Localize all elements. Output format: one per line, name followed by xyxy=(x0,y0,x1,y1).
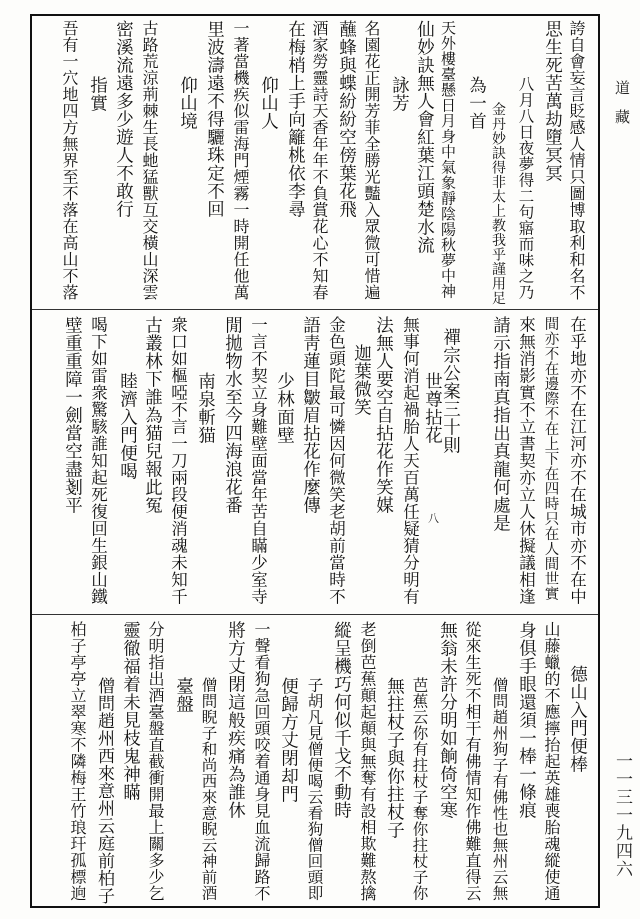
text-column: 請示指南真指出真龍何處是 xyxy=(490,316,511,532)
text-column: 分明指出酒臺盤直截衝開最上關多少乞 xyxy=(146,621,165,902)
text-column: 詠芳 xyxy=(389,76,410,112)
text-column: 僧問趙州西來意州云庭前柏子 xyxy=(94,677,114,905)
text-column: 睦濟入門便喝 xyxy=(117,372,138,480)
text-column: 老倒芭蕉顛起顛與無奪有設相欺難熬擒 xyxy=(358,621,377,902)
text-column: 在乎地亦不在江河亦不在城市亦不在中 xyxy=(567,316,587,605)
text-column: 一聲看狗急回頭咬着通身見血流歸路不 xyxy=(252,621,271,902)
text-column: 壁重重障一劍當空盡剗平 xyxy=(62,316,83,514)
text-column: 酒家勞靈詩天香年年不負賞花心不知春 xyxy=(310,20,329,301)
text-column: 無翁未許分明如餉倚空寒 xyxy=(437,621,458,819)
text-frame xyxy=(30,14,600,908)
text-column: 誇自會妄言貶感人情只圖博取利和名不 xyxy=(567,20,586,301)
text-column: 無事何消起禍胎人天百萬任疑猜分明有 xyxy=(400,316,420,605)
panel-divider xyxy=(32,309,598,310)
text-column: 金丹妙訣得非太上教我乎謹用足 xyxy=(490,102,506,305)
text-column: 古叢林下誰為猫兒報此冤 xyxy=(142,316,163,514)
small-annotation: 八 xyxy=(428,512,439,525)
text-column: 密溪流遠多少遊人不敢行 xyxy=(113,20,134,218)
text-column: 少林面壁 xyxy=(274,372,295,444)
panel-bottom xyxy=(32,617,598,907)
text-column: 禪宗公案三十則 xyxy=(440,328,461,454)
text-column: 名園花正開芳菲全勝光豔入眾微可惜遍 xyxy=(362,20,381,301)
text-column: 指實 xyxy=(87,76,108,112)
text-column: 便歸方丈閉却門 xyxy=(278,677,299,803)
text-column: 衆口如樞啞不言一刀兩段便消魂未知千 xyxy=(168,316,188,605)
text-column: 古路荒涼荊棘生長虵猛獸互交橫山深雲 xyxy=(140,20,159,301)
panel-top xyxy=(32,16,598,308)
text-column: 思生死苦萬劫墮冥冥 xyxy=(542,20,563,182)
margin-page-number: 一一三一九四六 xyxy=(612,752,632,878)
margin-title: 道藏 xyxy=(613,80,631,138)
text-column: 吾有一穴地四方無界至不落在高山不落 xyxy=(60,20,79,301)
text-column: 無拄杖子與你拄杖子 xyxy=(384,677,405,839)
text-column: 八月八日夜夢得二句寤而味之乃 xyxy=(516,76,535,300)
text-column: 仙妙訣無人會紅葉江頭楚水流 xyxy=(414,20,435,254)
text-column: 法無人要空自拈花作笑媒 xyxy=(373,316,394,514)
text-column: 仰山人 xyxy=(258,76,279,130)
text-column: 德山入門便棒 xyxy=(567,665,588,773)
text-column: 仰山境 xyxy=(177,76,198,130)
text-column: 金色頭陀最可憐因何微笑老胡前當時不 xyxy=(326,316,346,605)
text-column: 身俱手眼還須一棒一條痕 xyxy=(516,621,537,819)
text-column: 天外樓臺懸日月身中氣象靜陰陽秋夢中神 xyxy=(439,20,457,299)
text-column: 山藤蠟的不應擰抬起英雄喪胎魂縱使通 xyxy=(542,621,561,902)
text-column: 南泉斬猫 xyxy=(195,372,216,444)
text-column: 柏子亭亭立翠寒不隣梅王竹琅玕孤標逈 xyxy=(68,621,87,902)
text-column: 子胡凡見僧便喝云看狗僧回頭即 xyxy=(305,677,324,901)
text-column: 將方丈閉這般疾痛為誰休 xyxy=(225,621,246,819)
text-column: 僧問睨子和尚西來意睨云神前酒 xyxy=(199,677,218,901)
text-column: 縱呈機巧何似千戈不動時 xyxy=(331,621,352,819)
text-column: 世尊拈花 xyxy=(422,372,443,444)
text-column: 僧問趙州狗子有佛性也無州云無 xyxy=(490,677,509,901)
text-column: 閒拋物水至今四海浪花番 xyxy=(222,316,243,514)
text-column: 一著當機疾似雷海門煙霧一時開任他萬 xyxy=(231,20,250,301)
text-column: 喝下如雷衆驚駭誰知起死復回生銀山鐵 xyxy=(88,316,108,605)
text-column: 間亦不在邊際不在上下在四時只在人間世實 xyxy=(542,316,559,601)
text-column: 芭蕉云你有拄杖子奪你拄杖子你 xyxy=(410,677,429,901)
text-column: 一言不契立身難壁面當年苦自瞞少室寺 xyxy=(248,316,268,605)
text-column: 為一首 xyxy=(466,76,487,130)
panel-middle xyxy=(32,312,598,612)
panel-divider xyxy=(32,614,598,615)
text-column: 里波濤遠不得驪珠定不回 xyxy=(204,20,225,218)
text-column: 來無消影實不立書契亦立人休擬議相逢 xyxy=(516,316,536,605)
text-column: 迦葉微笑 xyxy=(351,344,372,416)
text-column: 臺盤 xyxy=(173,677,194,713)
text-column: 從來生死不相干有佛情知作佛難直得云 xyxy=(463,621,482,902)
text-column: 蘸蜂與蝶紛紛空傍葉花飛 xyxy=(336,20,357,218)
text-column: 語靑蓮目皺眉拈花作麼傳 xyxy=(300,316,321,514)
text-column: 在梅梢上手向籬桃依李尋 xyxy=(285,20,306,218)
text-column: 靈徹福着未見枝鬼神瞞 xyxy=(120,621,141,801)
